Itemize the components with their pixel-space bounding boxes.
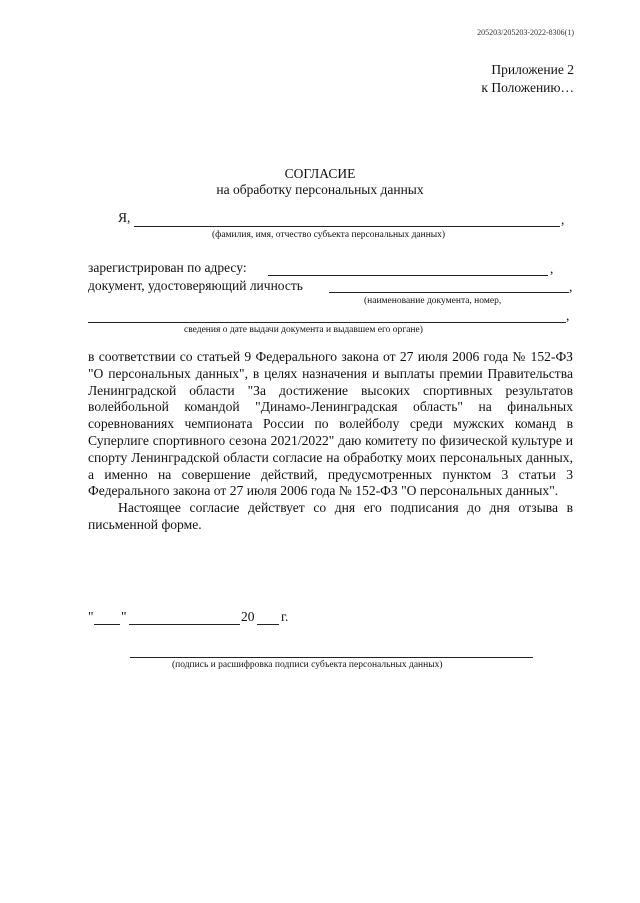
name-field-line (134, 226, 560, 227)
appendix-line-2: к Положению… (481, 80, 574, 95)
consent-paragraph-1: в соответствии со статьей 9 Федерального закона от 27 июля 2006 года № 152-ФЗ "О персональных данных", в целях назначения и выплаты премии Правительства Ленинградской области "За достижение высоких спортивных результатов волейбольной командой "Динамо-Ленинградская область" на финальных соревнованиях чемпионата России по волейболу среди мужских команд в Суперлиге спортивного сезона 2021/2022" даю комитету по физической культуре и спорту Ленинградской области согласие на обработку моих персональных данных, а именно на совершение действий, предусмотренных пунктом 3 статьи 3 Федерального закона от 27 июля 2006 года № 152-ФЗ "О персональных данных". (88, 349, 573, 499)
date-month-line (129, 624, 240, 625)
document-details-caption: сведения о дате выдачи документа и выдавшем его органе) (184, 325, 423, 335)
date-quote-open: " (88, 609, 94, 624)
address-label: зарегистрирован по адресу: (88, 260, 247, 275)
date-year-line (257, 624, 279, 625)
consent-paragraph-2: Настоящее согласие действует со дня его подписания до дня отзыва в письменной форме. (88, 500, 573, 532)
signature-line (130, 657, 533, 658)
i-label: Я, (118, 210, 131, 225)
name-trailing-comma: , (561, 212, 565, 227)
date-quote-close: " (121, 609, 127, 624)
address-field-line (268, 275, 548, 276)
date-year-suffix: г. (281, 609, 289, 624)
name-caption: (фамилия, имя, отчество субъекта персональных данных) (212, 230, 446, 240)
document-title: СОГЛАСИЕ (284, 166, 356, 181)
document-details-trailing-comma: , (566, 308, 570, 323)
document-trailing-comma: , (569, 279, 573, 294)
document-subtitle: на обработку персональных данных (216, 182, 424, 197)
signature-caption: (подпись и расшифровка подписи субъекта персональных данных) (172, 660, 443, 670)
appendix-line-1: Приложение 2 (491, 62, 574, 77)
consent-body (88, 349, 573, 534)
document-caption: (наименование документа, номер, (364, 296, 502, 306)
document-id: 205203/205203-2022-8306(1) (477, 28, 574, 37)
date-year-prefix: 20 (241, 609, 255, 624)
document-label: документ, удостоверяющий личность (88, 278, 303, 293)
document-details-line (88, 322, 566, 323)
document-field-line (329, 292, 569, 293)
address-trailing-comma: , (550, 261, 554, 276)
date-day-line (94, 624, 120, 625)
